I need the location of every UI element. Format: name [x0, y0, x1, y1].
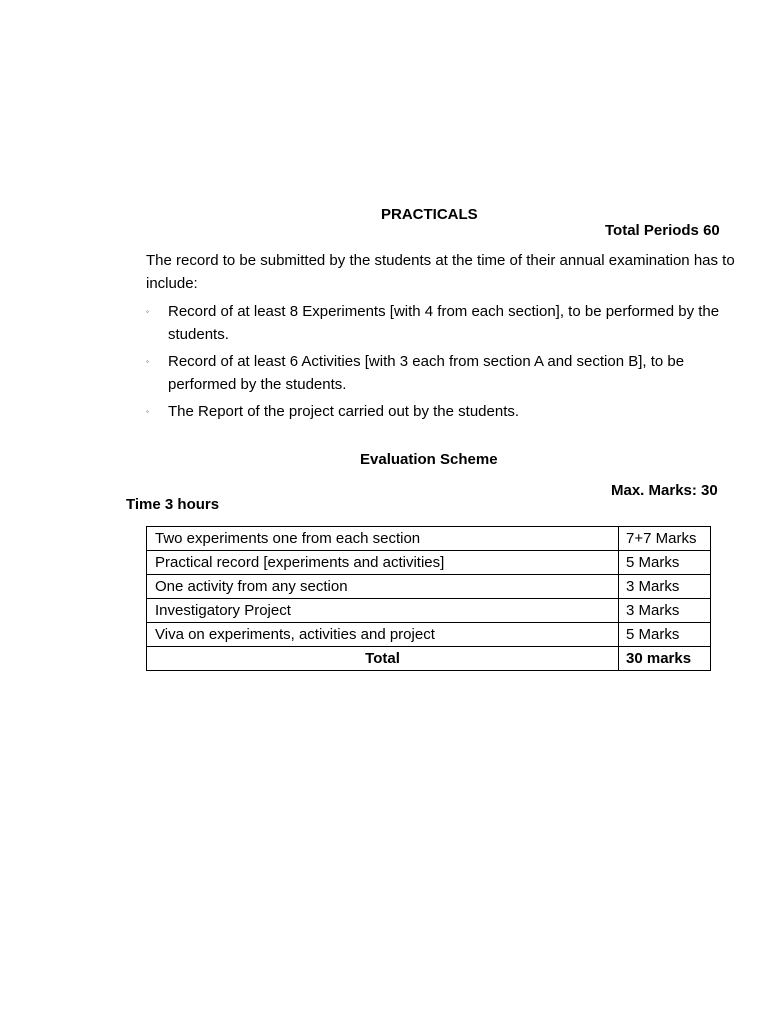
list-item-text: Record of at least 8 Experiments [with 4 from each section], to be performed by the students. [168, 303, 720, 343]
exam-time: Time 3 hours [126, 496, 220, 513]
table-cell-item: Viva on experiments, activities and project [147, 623, 619, 647]
table-row [147, 527, 711, 551]
table-cell-item: Practical record [experiments and activities] [147, 551, 619, 575]
table-cell-marks: 7+7 Marks [619, 527, 711, 551]
table-cell-marks: 3 Marks [619, 575, 711, 599]
list-item [146, 350, 726, 396]
total-marks: 30 marks [619, 647, 711, 671]
list-item [146, 300, 726, 346]
list-item [146, 400, 726, 423]
table-row [147, 599, 711, 623]
table-total-row [147, 647, 711, 671]
intro-paragraph: The record to be submitted by the students at the time of their annual examination has to include: [146, 252, 735, 292]
table-row [147, 551, 711, 575]
bullet-icon: ◦ [146, 357, 149, 366]
page-title: PRACTICALS [381, 206, 478, 223]
table-cell-marks: 3 Marks [619, 599, 711, 623]
list-item-text: The Report of the project carried out by the students. [168, 403, 520, 420]
bullet-icon: ◦ [146, 307, 149, 316]
table-cell-item: Investigatory Project [147, 599, 619, 623]
total-label: Total [147, 647, 619, 671]
list-item-text: Record of at least 6 Activities [with 3 each from section A and section B], to be performed by the students. [168, 353, 685, 393]
evaluation-title: Evaluation Scheme [360, 451, 498, 468]
evaluation-table [146, 526, 711, 671]
max-marks: Max. Marks: 30 [611, 482, 718, 499]
table-cell-marks: 5 Marks [619, 551, 711, 575]
table-row [147, 623, 711, 647]
bullet-icon: ◦ [146, 407, 149, 416]
table-cell-item: One activity from any section [147, 575, 619, 599]
table-row [147, 575, 711, 599]
table-cell-item: Two experiments one from each section [147, 527, 619, 551]
table-cell-marks: 5 Marks [619, 623, 711, 647]
requirements-list [146, 300, 726, 427]
total-periods: Total Periods 60 [605, 222, 720, 239]
